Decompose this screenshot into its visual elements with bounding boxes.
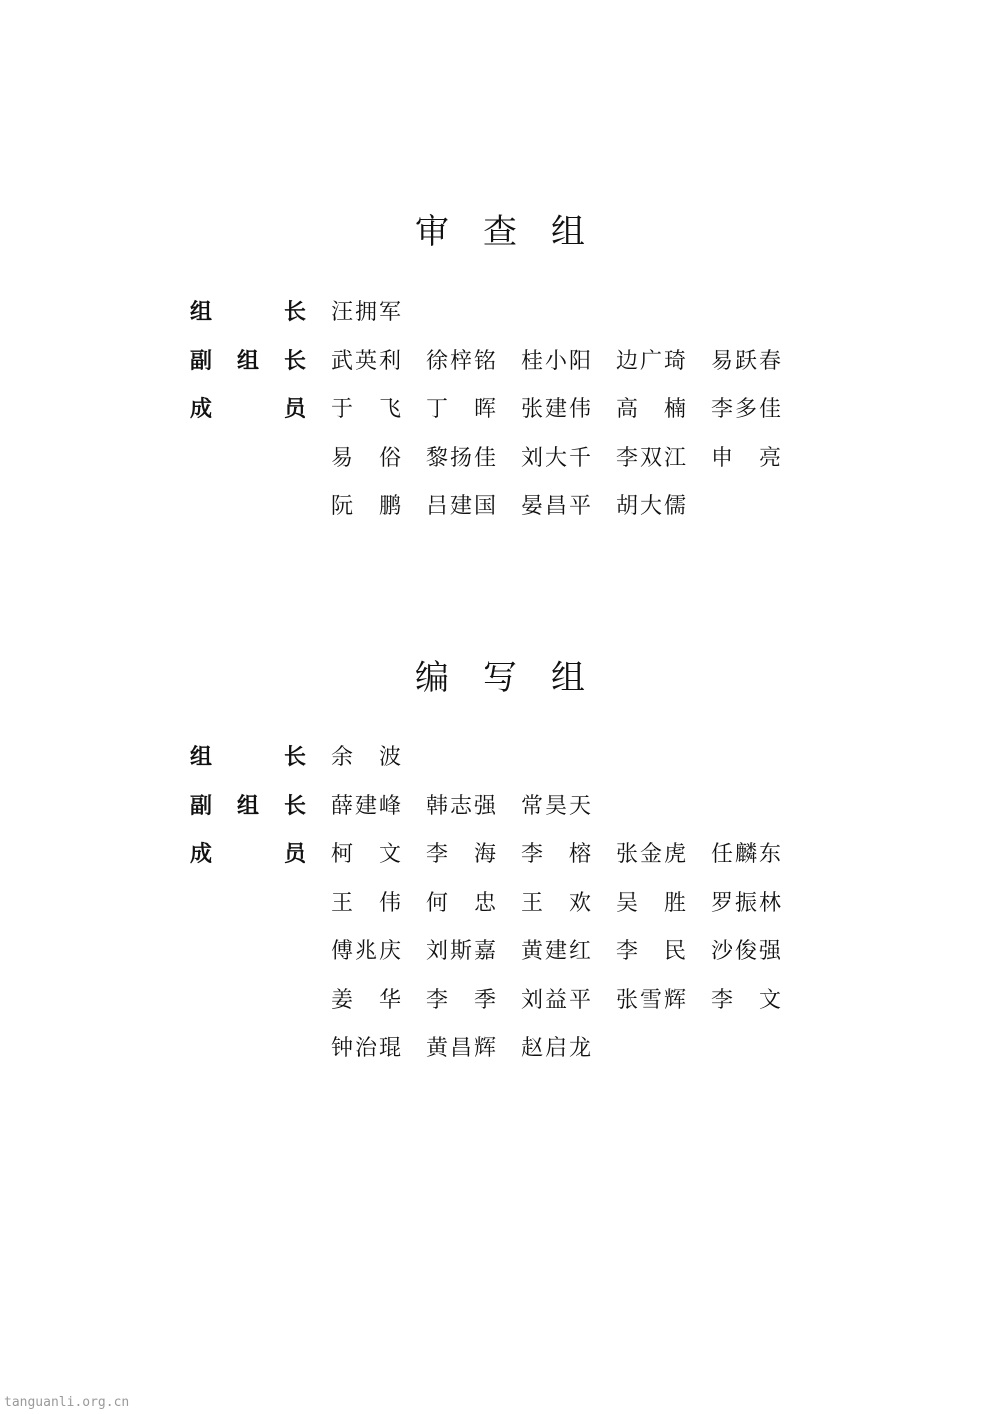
member-name: 吕建国 <box>426 494 496 519</box>
member-name: 晏昌平 <box>521 494 591 519</box>
member-name: 王 欢 <box>521 890 591 916</box>
role-label-char: 员 <box>283 842 306 867</box>
name-list <box>331 840 811 870</box>
role-label-char: 组 <box>236 348 259 374</box>
role-label-char: 长 <box>283 745 306 770</box>
name-list <box>331 792 811 822</box>
member-name: 李 季 <box>426 987 496 1013</box>
member-name: 汪拥军 <box>331 300 401 325</box>
member-name: 赵启龙 <box>521 1036 591 1061</box>
member-name: 易跃春 <box>711 348 781 374</box>
member-name: 李 海 <box>426 842 496 867</box>
member-name: 阮 鹏 <box>331 494 401 519</box>
role-label-char: 组 <box>236 793 259 819</box>
name-list <box>331 889 811 919</box>
role-label-char: 成 <box>189 397 212 422</box>
member-name: 张雪辉 <box>616 987 686 1013</box>
member-name: 沙俊强 <box>711 939 781 964</box>
member-name: 于 飞 <box>331 397 401 422</box>
member-name: 张建伟 <box>521 397 591 422</box>
role-label <box>188 986 306 1016</box>
name-list <box>331 937 811 967</box>
review-group-title: 审 查 组 <box>415 212 585 252</box>
name-list <box>331 444 811 474</box>
member-name: 易 俗 <box>331 445 401 471</box>
name-list <box>331 347 811 377</box>
member-name: 刘斯嘉 <box>426 939 496 964</box>
role-label <box>188 298 306 328</box>
role-label <box>188 347 306 377</box>
member-name: 黎扬佳 <box>426 445 496 471</box>
member-name: 武英利 <box>331 348 401 374</box>
member-name: 任麟东 <box>711 842 781 867</box>
role-label <box>188 1034 306 1064</box>
member-name: 钟治琨 <box>331 1036 401 1061</box>
member-name: 桂小阳 <box>521 348 591 374</box>
member-name: 吴 胜 <box>616 890 686 916</box>
member-name: 何 忠 <box>426 890 496 916</box>
member-name: 李 文 <box>711 987 781 1013</box>
member-name: 高 楠 <box>616 397 686 422</box>
member-name: 黄昌辉 <box>426 1036 496 1061</box>
role-label <box>188 395 306 425</box>
member-name: 丁 晖 <box>426 397 496 422</box>
member-name: 李 榕 <box>521 842 591 867</box>
role-label-char: 组 <box>189 300 212 325</box>
role-label-char: 成 <box>189 842 212 867</box>
role-label <box>188 792 306 822</box>
watermark: tanguanli.org.cn <box>4 1395 130 1410</box>
role-label <box>188 840 306 870</box>
role-label-char: 副 <box>189 793 212 819</box>
role-label-char: 副 <box>189 348 212 374</box>
member-name: 刘益平 <box>521 987 591 1013</box>
member-name: 薛建峰 <box>331 793 401 819</box>
member-name: 申 亮 <box>711 445 781 471</box>
member-name: 胡大儒 <box>616 494 686 519</box>
member-name: 张金虎 <box>616 842 686 867</box>
role-label-char: 长 <box>283 348 306 374</box>
name-list <box>331 1034 811 1064</box>
role-label-char: 员 <box>283 397 306 422</box>
member-name: 李 民 <box>616 939 686 964</box>
role-label-char: 长 <box>283 793 306 819</box>
member-name: 刘大千 <box>521 445 591 471</box>
role-label <box>188 444 306 474</box>
member-name: 徐梓铭 <box>426 348 496 374</box>
member-name: 李多佳 <box>711 397 781 422</box>
member-name: 王 伟 <box>331 890 401 916</box>
member-name: 黄建红 <box>521 939 591 964</box>
name-list <box>331 492 811 522</box>
name-list <box>331 298 811 328</box>
member-name: 罗振林 <box>711 890 781 916</box>
writing-group-title: 编 写 组 <box>415 658 585 698</box>
member-name: 韩志强 <box>426 793 496 819</box>
member-name: 边广琦 <box>616 348 686 374</box>
role-label <box>188 937 306 967</box>
member-name: 柯 文 <box>331 842 401 867</box>
member-name: 傅兆庆 <box>331 939 401 964</box>
member-name: 姜 华 <box>331 987 401 1013</box>
member-name: 常昊天 <box>521 793 591 819</box>
name-list <box>331 743 811 773</box>
name-list <box>331 395 811 425</box>
member-name: 余 波 <box>331 745 401 770</box>
role-label-char: 组 <box>189 745 212 770</box>
role-label <box>188 743 306 773</box>
role-label-char: 长 <box>283 300 306 325</box>
role-label <box>188 889 306 919</box>
member-name: 李双江 <box>616 445 686 471</box>
role-label <box>188 492 306 522</box>
name-list <box>331 986 811 1016</box>
